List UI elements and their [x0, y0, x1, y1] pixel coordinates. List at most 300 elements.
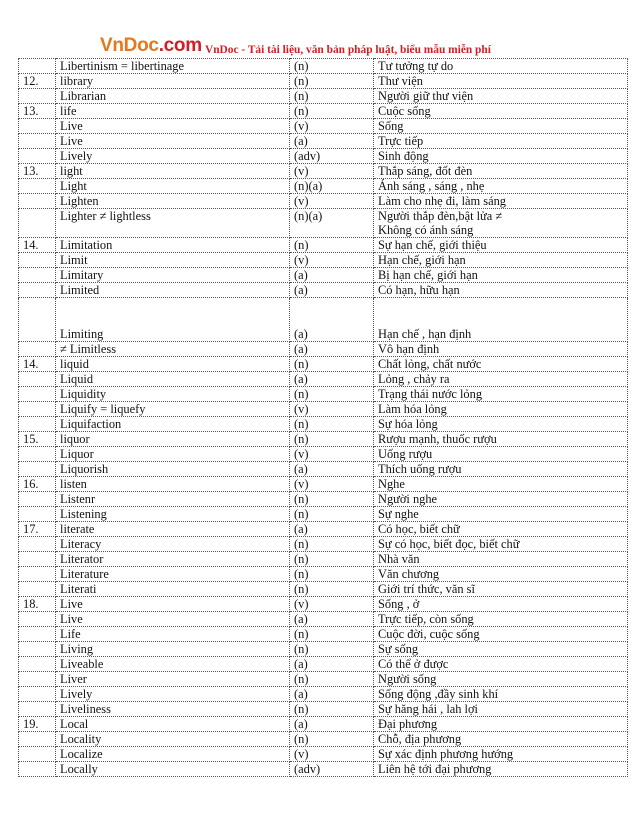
- vocab-row: [19, 238, 628, 253]
- entry-meaning: Vô hạn định: [378, 342, 440, 356]
- entry-meaning: Sự xác định phương hướng: [378, 747, 514, 761]
- vocab-row: [19, 477, 628, 492]
- entry-meaning-cell: [374, 402, 628, 417]
- entry-word: Limitary: [60, 268, 104, 282]
- entry-word-cell: [56, 253, 290, 268]
- entry-part-of-speech-cell: [290, 268, 374, 283]
- entry-word: life: [60, 104, 77, 118]
- entry-meaning: Người nghe: [378, 492, 438, 506]
- vocab-row: [19, 492, 628, 507]
- entry-part-of-speech: (n): [294, 59, 309, 73]
- entry-part-of-speech: (n): [294, 672, 309, 686]
- entry-meaning: Có học, biết chữ: [378, 522, 460, 536]
- entry-number-cell: [19, 477, 56, 492]
- entry-meaning: Lỏng , chảy ra: [378, 372, 450, 386]
- entry-word-cell: [56, 627, 290, 642]
- entry-word-cell: [56, 672, 290, 687]
- entry-part-of-speech-cell: [290, 164, 374, 179]
- entry-number-cell: [19, 372, 56, 387]
- entry-part-of-speech-cell: [290, 672, 374, 687]
- entry-meaning: Sinh động: [378, 149, 429, 163]
- entry-meaning: Đại phương: [378, 717, 438, 731]
- entry-part-of-speech-cell: [290, 432, 374, 447]
- entry-meaning: Chỗ, địa phương: [378, 732, 462, 746]
- entry-meaning: Chất lỏng, chất nước: [378, 357, 482, 371]
- entry-meaning-cell: [374, 342, 628, 357]
- entry-part-of-speech-cell: [290, 253, 374, 268]
- entry-meaning: Sự nghe: [378, 507, 419, 521]
- entry-meaning: Sự hăng hái , lah lợi: [378, 702, 478, 716]
- entry-part-of-speech-cell: [290, 283, 374, 298]
- vocab-row: [19, 582, 628, 597]
- entry-meaning: Làm hóa lỏng: [378, 402, 447, 416]
- entry-meaning: Thích uống rượu: [378, 462, 462, 476]
- entry-part-of-speech: (n): [294, 582, 309, 596]
- entry-word: Living: [60, 642, 94, 656]
- vocab-row: [19, 402, 628, 417]
- entry-number-cell: [19, 747, 56, 762]
- entry-part-of-speech-cell: [290, 477, 374, 492]
- entry-word: Lighten: [60, 194, 99, 208]
- vocab-row: [19, 732, 628, 747]
- entry-word-cell: [56, 268, 290, 283]
- entry-number: 14.: [23, 238, 39, 252]
- entry-meaning: Sống động ,đầy sinh khí: [378, 687, 499, 701]
- entry-word-cell: [56, 209, 290, 238]
- entry-number: 18.: [23, 597, 39, 611]
- entry-number-cell: [19, 552, 56, 567]
- entry-part-of-speech: (a): [294, 327, 308, 341]
- entry-word: Listenr: [60, 492, 96, 506]
- entry-part-of-speech-cell: [290, 687, 374, 702]
- entry-part-of-speech-cell: [290, 179, 374, 194]
- entry-meaning-cell: [374, 687, 628, 702]
- entry-meaning-cell: [374, 747, 628, 762]
- vocab-row: [19, 253, 628, 268]
- entry-number: 19.: [23, 717, 39, 731]
- entry-word-cell: [56, 372, 290, 387]
- entry-part-of-speech: (v): [294, 597, 309, 611]
- entry-part-of-speech-cell: [290, 597, 374, 612]
- entry-word: Live: [60, 597, 83, 611]
- vocab-row: [19, 372, 628, 387]
- entry-part-of-speech-cell: [290, 717, 374, 732]
- entry-part-of-speech-cell: [290, 732, 374, 747]
- entry-number-cell: [19, 732, 56, 747]
- entry-part-of-speech: (a): [294, 612, 308, 626]
- entry-meaning-cell: [374, 357, 628, 372]
- entry-number-cell: [19, 89, 56, 104]
- entry-meaning: Ánh sáng , sáng , nhẹ: [378, 179, 485, 193]
- entry-part-of-speech-cell: [290, 567, 374, 582]
- entry-meaning: Hạn chế , hạn định: [378, 327, 472, 341]
- entry-meaning: Văn chương: [378, 567, 440, 581]
- entry-part-of-speech: (adv): [294, 762, 321, 776]
- entry-number-cell: [19, 387, 56, 402]
- entry-word-cell: [56, 59, 290, 74]
- entry-word: Live: [60, 119, 83, 133]
- entry-word-cell: [56, 447, 290, 462]
- entry-number-cell: [19, 283, 56, 298]
- entry-meaning: Thư viện: [378, 74, 423, 88]
- entry-word: Liveliness: [60, 702, 111, 716]
- entry-word: Lively: [60, 149, 93, 163]
- entry-part-of-speech-cell: [290, 209, 374, 238]
- entry-meaning: Sống , ở: [378, 597, 420, 611]
- entry-number-cell: [19, 492, 56, 507]
- logo-com-text: .com: [158, 35, 202, 56]
- entry-number-cell: [19, 179, 56, 194]
- entry-part-of-speech-cell: [290, 447, 374, 462]
- entry-word: library: [60, 74, 94, 88]
- entry-part-of-speech: (n): [294, 702, 309, 716]
- vocab-row: [19, 702, 628, 717]
- entry-meaning-cell: [374, 567, 628, 582]
- entry-part-of-speech-cell: [290, 762, 374, 777]
- entry-meaning: Cuộc đời, cuộc sống: [378, 627, 480, 641]
- entry-word: liquor: [60, 432, 90, 446]
- entry-part-of-speech-cell: [290, 702, 374, 717]
- entry-number-cell: [19, 762, 56, 777]
- entry-number-cell: [19, 268, 56, 283]
- entry-meaning: Nghe: [378, 477, 405, 491]
- entry-part-of-speech: (n): [294, 507, 309, 521]
- entry-number: 13.: [23, 164, 39, 178]
- entry-meaning: Sự sống: [378, 642, 419, 656]
- vocab-row: [19, 717, 628, 732]
- entry-part-of-speech: (n): [294, 567, 309, 581]
- entry-number-cell: [19, 447, 56, 462]
- vocab-row: [19, 134, 628, 149]
- entry-number-cell: [19, 612, 56, 627]
- entry-number: 15.: [23, 432, 39, 446]
- entry-meaning-cell: [374, 477, 628, 492]
- entry-word: Locality: [60, 732, 102, 746]
- entry-number-cell: [19, 417, 56, 432]
- entry-number-cell: [19, 582, 56, 597]
- entry-number-cell: [19, 194, 56, 209]
- vocab-row: [19, 627, 628, 642]
- entry-word: Liquifaction: [60, 417, 122, 431]
- entry-word: liquid: [60, 357, 89, 371]
- entry-word-cell: [56, 492, 290, 507]
- entry-part-of-speech-cell: [290, 59, 374, 74]
- vocab-row: [19, 687, 628, 702]
- entry-meaning: Thắp sáng, đốt đèn: [378, 164, 473, 178]
- entry-number-cell: [19, 432, 56, 447]
- entry-number-cell: [19, 253, 56, 268]
- entry-number-cell: [19, 238, 56, 253]
- entry-meaning: Liên hệ tới đại phương: [378, 762, 492, 776]
- entry-word-cell: [56, 402, 290, 417]
- vocab-row: [19, 597, 628, 612]
- entry-meaning-cell: [374, 732, 628, 747]
- entry-part-of-speech: (n): [294, 642, 309, 656]
- entry-number-cell: [19, 74, 56, 89]
- entry-meaning-cell: [374, 387, 628, 402]
- entry-word: Life: [60, 627, 81, 641]
- entry-part-of-speech: (a): [294, 134, 308, 148]
- entry-word-cell: [56, 462, 290, 477]
- entry-number-cell: [19, 642, 56, 657]
- entry-meaning-cell: [374, 507, 628, 522]
- entry-part-of-speech: (v): [294, 447, 309, 461]
- entry-meaning: Nhà văn: [378, 552, 420, 566]
- entry-part-of-speech-cell: [290, 492, 374, 507]
- entry-word-cell: [56, 507, 290, 522]
- entry-meaning: Sống: [378, 119, 404, 133]
- entry-meaning-cell: [374, 372, 628, 387]
- entry-number: 17.: [23, 522, 39, 536]
- entry-word-cell: [56, 119, 290, 134]
- vocab-row: [19, 164, 628, 179]
- entry-word: Live: [60, 134, 83, 148]
- entry-word: Light: [60, 179, 87, 193]
- entry-meaning-cell: [374, 522, 628, 537]
- entry-part-of-speech-cell: [290, 582, 374, 597]
- vocab-row: [19, 762, 628, 777]
- entry-meaning: Trực tiếp, còn sống: [378, 612, 474, 626]
- entry-part-of-speech-cell: [290, 89, 374, 104]
- entry-part-of-speech: (v): [294, 747, 309, 761]
- entry-part-of-speech: (a): [294, 342, 308, 356]
- vocab-row: [19, 194, 628, 209]
- entry-word-cell: [56, 702, 290, 717]
- entry-part-of-speech: (v): [294, 402, 309, 416]
- vocab-row: [19, 283, 628, 298]
- entry-number-cell: [19, 672, 56, 687]
- entry-part-of-speech-cell: [290, 119, 374, 134]
- vocab-row: [19, 417, 628, 432]
- entry-part-of-speech: (n): [294, 627, 309, 641]
- entry-meaning-cell: [374, 89, 628, 104]
- entry-word-cell: [56, 89, 290, 104]
- entry-part-of-speech-cell: [290, 462, 374, 477]
- entry-number-cell: [19, 134, 56, 149]
- entry-part-of-speech: (n): [294, 732, 309, 746]
- entry-word: Local: [60, 717, 89, 731]
- entry-word: ≠ Limitless: [60, 342, 117, 356]
- vocab-row: [19, 432, 628, 447]
- entry-word-cell: [56, 104, 290, 119]
- entry-meaning-cell: [374, 702, 628, 717]
- entry-number: 14.: [23, 357, 39, 371]
- entry-word-cell: [56, 597, 290, 612]
- entry-word: Literator: [60, 552, 104, 566]
- entry-word: light: [60, 164, 83, 178]
- entry-meaning-cell: [374, 238, 628, 253]
- entry-meaning: Sự có học, biết đọc, biết chữ: [378, 537, 520, 551]
- vocab-row: [19, 672, 628, 687]
- entry-meaning-cell: [374, 432, 628, 447]
- entry-word-cell: [56, 238, 290, 253]
- entry-meaning: Giới trí thức, văn sĩ: [378, 582, 475, 596]
- vocab-row: [19, 462, 628, 477]
- entry-word: Liquify = liquefy: [60, 402, 146, 416]
- entry-number-cell: [19, 462, 56, 477]
- entry-meaning-cell: [374, 657, 628, 672]
- entry-part-of-speech: (n): [294, 552, 309, 566]
- vocab-row: [19, 268, 628, 283]
- entry-word-cell: [56, 283, 290, 298]
- entry-part-of-speech-cell: [290, 238, 374, 253]
- entry-meaning-cell: [374, 417, 628, 432]
- entry-meaning-continued: Không có ánh sáng: [378, 223, 474, 237]
- entry-meaning: Sự hạn chế, giới thiệu: [378, 238, 487, 252]
- page-header: [0, 34, 638, 60]
- entry-part-of-speech: (n): [294, 432, 309, 446]
- entry-part-of-speech-cell: [290, 612, 374, 627]
- entry-word: Librarian: [60, 89, 107, 103]
- entry-word: Liquidity: [60, 387, 107, 401]
- entry-part-of-speech: (n): [294, 104, 309, 118]
- entry-word: Liquid: [60, 372, 94, 386]
- vocab-row: [19, 747, 628, 762]
- entry-meaning: Cuộc sống: [378, 104, 431, 118]
- entry-meaning-cell: [374, 253, 628, 268]
- entry-word: listen: [60, 477, 87, 491]
- entry-meaning-cell: [374, 717, 628, 732]
- entry-part-of-speech: (n): [294, 537, 309, 551]
- vocab-row: [19, 74, 628, 89]
- entry-part-of-speech-cell: [290, 507, 374, 522]
- entry-part-of-speech: (v): [294, 194, 309, 208]
- entry-part-of-speech-cell: [290, 74, 374, 89]
- entry-meaning: Người sống: [378, 672, 437, 686]
- entry-meaning: Trực tiếp: [378, 134, 424, 148]
- entry-meaning-cell: [374, 642, 628, 657]
- entry-number-cell: [19, 702, 56, 717]
- entry-word-cell: [56, 179, 290, 194]
- logo-vn-text: VnDoc: [100, 35, 159, 56]
- entry-number-cell: [19, 627, 56, 642]
- entry-part-of-speech: (a): [294, 462, 308, 476]
- entry-meaning: Người giữ thư viện: [378, 89, 474, 103]
- entry-word-cell: [56, 642, 290, 657]
- entry-part-of-speech: (a): [294, 687, 308, 701]
- entry-part-of-speech-cell: [290, 417, 374, 432]
- entry-meaning: Hạn chế, giới hạn: [378, 253, 466, 267]
- entry-meaning-cell: [374, 672, 628, 687]
- entry-word: Liquorish: [60, 462, 109, 476]
- entry-part-of-speech-cell: [290, 387, 374, 402]
- vocab-row: [19, 179, 628, 194]
- entry-number-cell: [19, 149, 56, 164]
- entry-meaning: Uống rượu: [378, 447, 433, 461]
- entry-word-cell: [56, 762, 290, 777]
- entry-word: Lively: [60, 687, 93, 701]
- entry-meaning: Làm cho nhẹ đi, làm sáng: [378, 194, 507, 208]
- entry-number-cell: [19, 119, 56, 134]
- entry-meaning-cell: [374, 612, 628, 627]
- entry-part-of-speech: (n)(a): [294, 179, 323, 193]
- entry-number-cell: [19, 717, 56, 732]
- entry-part-of-speech: (adv): [294, 149, 321, 163]
- vocab-row: [19, 447, 628, 462]
- entry-word-cell: [56, 732, 290, 747]
- vocab-row: [19, 507, 628, 522]
- entry-part-of-speech: (n): [294, 238, 309, 252]
- entry-number-cell: [19, 164, 56, 179]
- entry-meaning: Có hạn, hữu hạn: [378, 283, 460, 297]
- entry-number-cell: [19, 209, 56, 238]
- entry-part-of-speech: (a): [294, 372, 308, 386]
- entry-meaning-cell: [374, 627, 628, 642]
- entry-meaning: Sự hóa lỏng: [378, 417, 438, 431]
- entry-meaning-cell: [374, 119, 628, 134]
- entry-word-cell: [56, 582, 290, 597]
- entry-meaning-cell: [374, 104, 628, 119]
- entry-part-of-speech: (a): [294, 522, 308, 536]
- entry-meaning-cell: [374, 268, 628, 283]
- vndoc-logo[interactable]: [100, 35, 202, 57]
- entry-number-cell: [19, 104, 56, 119]
- entry-part-of-speech-cell: [290, 552, 374, 567]
- vocab-row: [19, 567, 628, 582]
- entry-part-of-speech-cell: [290, 657, 374, 672]
- entry-meaning-cell: [374, 298, 628, 342]
- vocab-row: [19, 342, 628, 357]
- vocab-row: [19, 104, 628, 119]
- entry-word-cell: [56, 537, 290, 552]
- vocab-row: [19, 59, 628, 74]
- entry-part-of-speech-cell: [290, 298, 374, 342]
- entry-word: Live: [60, 612, 83, 626]
- entry-word: Literati: [60, 582, 97, 596]
- entry-part-of-speech: (a): [294, 657, 308, 671]
- entry-word-cell: [56, 717, 290, 732]
- entry-part-of-speech: (n): [294, 89, 309, 103]
- entry-word-cell: [56, 612, 290, 627]
- entry-word: Liquor: [60, 447, 94, 461]
- vocab-row: [19, 657, 628, 672]
- entry-number: 13.: [23, 104, 39, 118]
- entry-part-of-speech: (v): [294, 164, 309, 178]
- entry-part-of-speech: (n)(a): [294, 209, 323, 223]
- entry-number-cell: [19, 597, 56, 612]
- entry-meaning-cell: [374, 179, 628, 194]
- entry-word-cell: [56, 149, 290, 164]
- entry-part-of-speech-cell: [290, 342, 374, 357]
- vocab-row: [19, 149, 628, 164]
- entry-word-cell: [56, 164, 290, 179]
- entry-part-of-speech: (v): [294, 119, 309, 133]
- entry-meaning: Người thắp đèn,bật lửa ≠: [378, 209, 503, 223]
- entry-part-of-speech-cell: [290, 372, 374, 387]
- entry-word: Literature: [60, 567, 109, 581]
- entry-word-cell: [56, 387, 290, 402]
- entry-meaning: Tư tưởng tự do: [378, 59, 454, 73]
- entry-word: Liver: [60, 672, 87, 686]
- entry-number-cell: [19, 59, 56, 74]
- entry-word-cell: [56, 552, 290, 567]
- entry-word: Lighter ≠ lightless: [60, 209, 151, 223]
- entry-meaning-cell: [374, 134, 628, 149]
- entry-number-cell: [19, 537, 56, 552]
- entry-part-of-speech-cell: [290, 522, 374, 537]
- entry-word: Literacy: [60, 537, 102, 551]
- vocab-row: [19, 209, 628, 238]
- entry-part-of-speech: (n): [294, 74, 309, 88]
- entry-meaning-cell: [374, 74, 628, 89]
- entry-number-cell: [19, 522, 56, 537]
- entry-word: Liveable: [60, 657, 104, 671]
- entry-part-of-speech-cell: [290, 134, 374, 149]
- entry-word: Limitation: [60, 238, 113, 252]
- entry-word: Limiting: [60, 327, 104, 341]
- entry-part-of-speech-cell: [290, 402, 374, 417]
- entry-word: Libertinism = libertinage: [60, 59, 184, 73]
